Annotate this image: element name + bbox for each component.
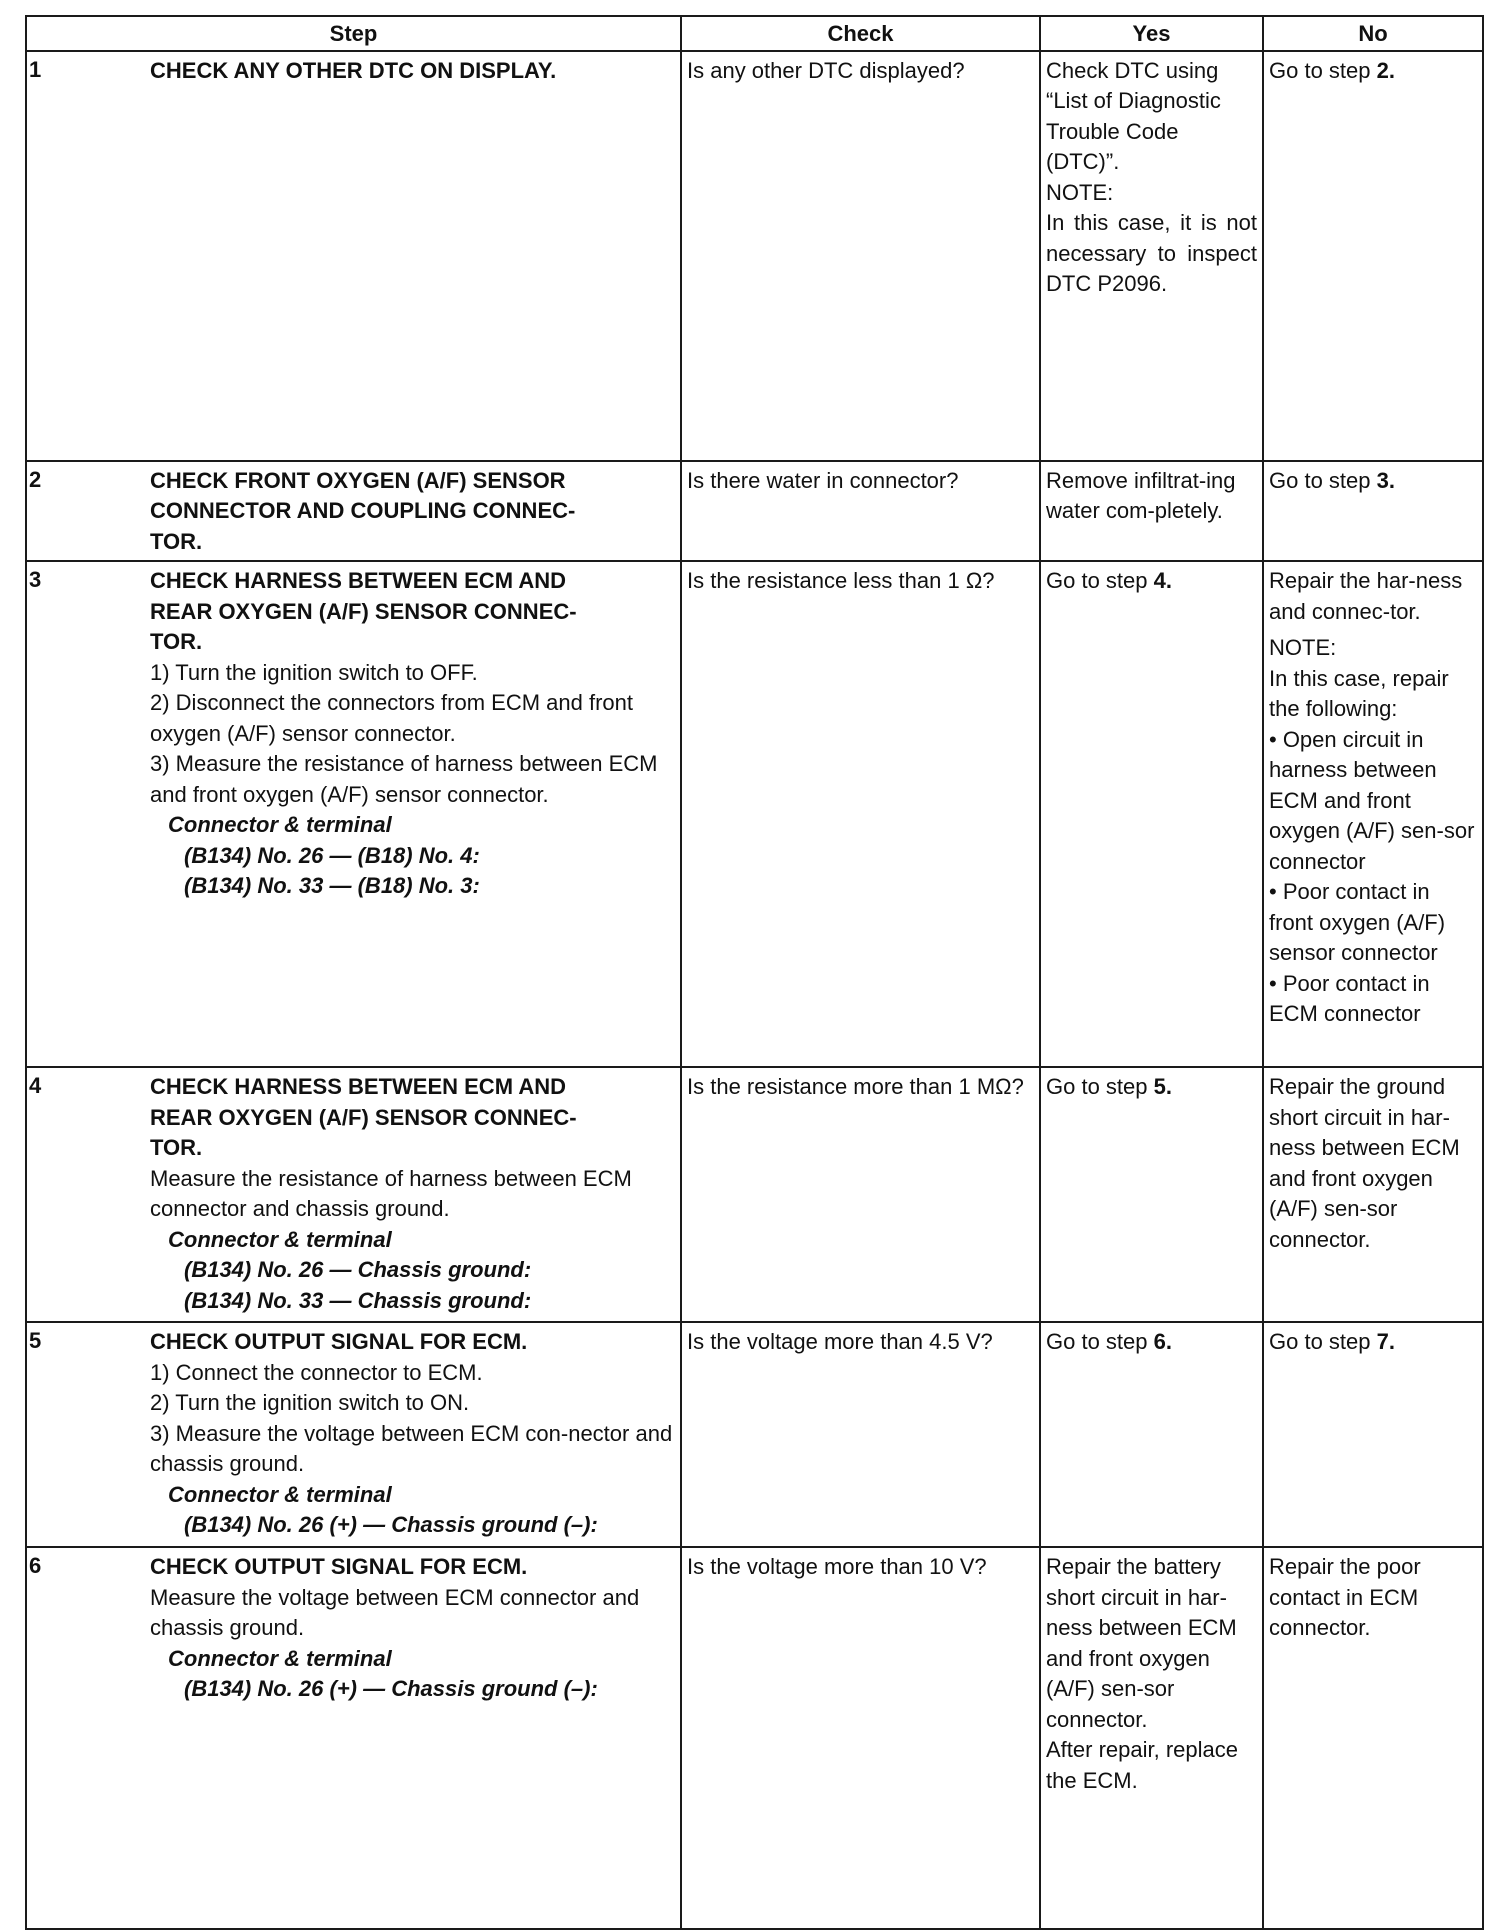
header-step: Step [26,16,681,51]
no-text: Go to step [1269,467,1377,493]
step-title: REAR OXYGEN (A/F) SENSOR CONNEC- [150,1104,577,1130]
no-step-ref: 7. [1376,1329,1395,1354]
step-title: CHECK HARNESS BETWEEN ECM AND [150,1074,566,1099]
no-cell [1263,1547,1483,1929]
step-instruction: Measure the voltage between ECM connector and chassis ground. [150,1584,640,1640]
connector-terminal-spec: (B134) No. 26 (+) — Chassis ground (–): [184,1676,598,1701]
check-cell: Is any other DTC displayed? [681,51,1040,461]
step-number: 4 [29,1073,42,1098]
table-row [26,1547,1483,1929]
step-cell [26,51,681,461]
connector-terminal-spec: (B134) No. 33 — Chassis ground: [184,1287,532,1313]
header-no: No [1263,16,1483,51]
table-row [26,51,1483,461]
no-note-text: In this case, repair the following: [1269,665,1449,721]
check-cell: Is the voltage more than 10 V? [681,1547,1040,1929]
table-row [26,1067,1483,1322]
no-text: Repair the har-ness and connec-tor. [1269,568,1463,624]
yes-cell [1040,1322,1263,1547]
no-cell [1263,1067,1483,1322]
yes-step-ref: 4. [1153,568,1172,593]
table-header-row [26,16,1483,51]
step-cell [26,561,681,1067]
connector-terminal-label: Connector & terminal [168,1226,392,1252]
no-text: Repair the poor contact in ECM connector. [1269,1554,1421,1640]
check-cell: Is the resistance less than 1 Ω? [681,561,1040,1067]
check-cell: Is the voltage more than 4.5 V? [681,1322,1040,1547]
yes-cell [1040,51,1263,461]
yes-step-ref: 6. [1153,1329,1172,1354]
header-check: Check [681,16,1040,51]
step-number: 6 [29,1553,42,1578]
connector-terminal-spec: (B134) No. 26 (+) — Chassis ground (–): [184,1512,598,1537]
no-cell [1263,561,1483,1067]
yes-text: Repair the battery short circuit in har-ness between ECM and front oxygen (A/F) sen-sor connector. [1046,1554,1237,1732]
yes-step-ref: 5. [1153,1074,1172,1099]
step-title: CHECK OUTPUT SIGNAL FOR ECM. [150,1329,528,1354]
yes-note-text: In this case, it is not necessary to inspect DTC P2096. [1046,210,1257,296]
step-number: 2 [29,466,42,492]
yes-text: Go to step [1046,1074,1154,1099]
connector-terminal-spec: (B134) No. 26 — (B18) No. 4: [184,842,480,868]
step-number: 1 [29,56,42,82]
table-row [26,1322,1483,1547]
step-cell [26,1067,681,1322]
header-yes: Yes [1040,16,1263,51]
yes-text: Remove infiltrat-ing water com-pletely. [1046,467,1236,523]
yes-cell [1040,561,1263,1067]
no-cell [1263,461,1483,562]
no-text: Go to step [1269,1329,1377,1354]
step-cell [26,1322,681,1547]
connector-terminal-spec: (B134) No. 26 — Chassis ground: [184,1257,532,1282]
step-instruction: Measure the resistance of harness between ECM connector and chassis ground. [150,1165,632,1221]
step-title: CHECK OUTPUT SIGNAL FOR ECM. [150,1554,528,1579]
step-number: 5 [29,1328,42,1353]
step-title: CONNECTOR AND COUPLING CONNEC- [150,498,576,523]
yes-text: After repair, replace the ECM. [1046,1737,1238,1793]
yes-note-label: NOTE: [1046,179,1114,205]
no-text: Go to step [1269,57,1377,83]
no-bullet-item: • Poor contact in front oxygen (A/F) sensor connector [1269,879,1446,965]
no-step-ref: 3. [1376,467,1395,493]
connector-terminal-label: Connector & terminal [168,812,392,837]
yes-text: Go to step [1046,568,1154,593]
step-title: CHECK ANY OTHER DTC ON DISPLAY. [150,57,557,83]
step-title: TOR. [150,629,203,654]
connector-terminal-label: Connector & terminal [168,1645,392,1671]
step-instruction: 1) Turn the ignition switch to OFF. [150,659,478,685]
step-title: TOR. [150,528,203,554]
yes-cell [1040,1067,1263,1322]
no-bullet-item: • Open circuit in harness between ECM and front oxygen (A/F) sen-sor connector [1269,726,1475,874]
table-row [26,461,1483,562]
step-cell [26,461,681,562]
table-row [26,561,1483,1067]
connector-terminal-label: Connector & terminal [168,1481,392,1507]
yes-text: Check DTC using “List of Diagnostic Trouble Code (DTC)”. [1046,57,1221,174]
diagnostic-procedure-sheet [25,15,1482,1930]
yes-cell [1040,461,1263,562]
yes-text: Go to step [1046,1329,1154,1354]
step-instruction: 3) Measure the voltage between ECM con-nector and chassis ground. [150,1420,673,1476]
step-number: 3 [29,567,42,592]
step-cell [26,1547,681,1929]
step-instruction: 1) Connect the connector to ECM. [150,1359,483,1385]
step-title: TOR. [150,1135,203,1160]
no-step-ref: 2. [1376,57,1395,83]
connector-terminal-spec: (B134) No. 33 — (B18) No. 3: [184,873,480,898]
no-cell [1263,51,1483,461]
no-note-label: NOTE: [1269,635,1337,660]
no-bullet-item: • Poor contact in ECM connector [1269,970,1430,1026]
no-cell [1263,1322,1483,1547]
step-instruction: 2) Turn the ignition switch to ON. [150,1390,470,1415]
step-title: CHECK FRONT OXYGEN (A/F) SENSOR [150,467,566,493]
step-title: CHECK HARNESS BETWEEN ECM AND [150,568,566,593]
yes-cell [1040,1547,1263,1929]
check-cell: Is the resistance more than 1 MΩ? [681,1067,1040,1322]
step-instruction: 3) Measure the resistance of harness between ECM and front oxygen (A/F) sensor connector. [150,751,658,807]
step-title: REAR OXYGEN (A/F) SENSOR CONNEC- [150,598,577,624]
diagnostic-table [25,15,1484,1930]
check-cell: Is there water in connector? [681,461,1040,562]
no-text: Repair the ground short circuit in har-ness between ECM and front oxygen (A/F) sen-sor connector. [1269,1074,1460,1252]
step-instruction: 2) Disconnect the connectors from ECM and front oxygen (A/F) sensor connector. [150,690,633,746]
